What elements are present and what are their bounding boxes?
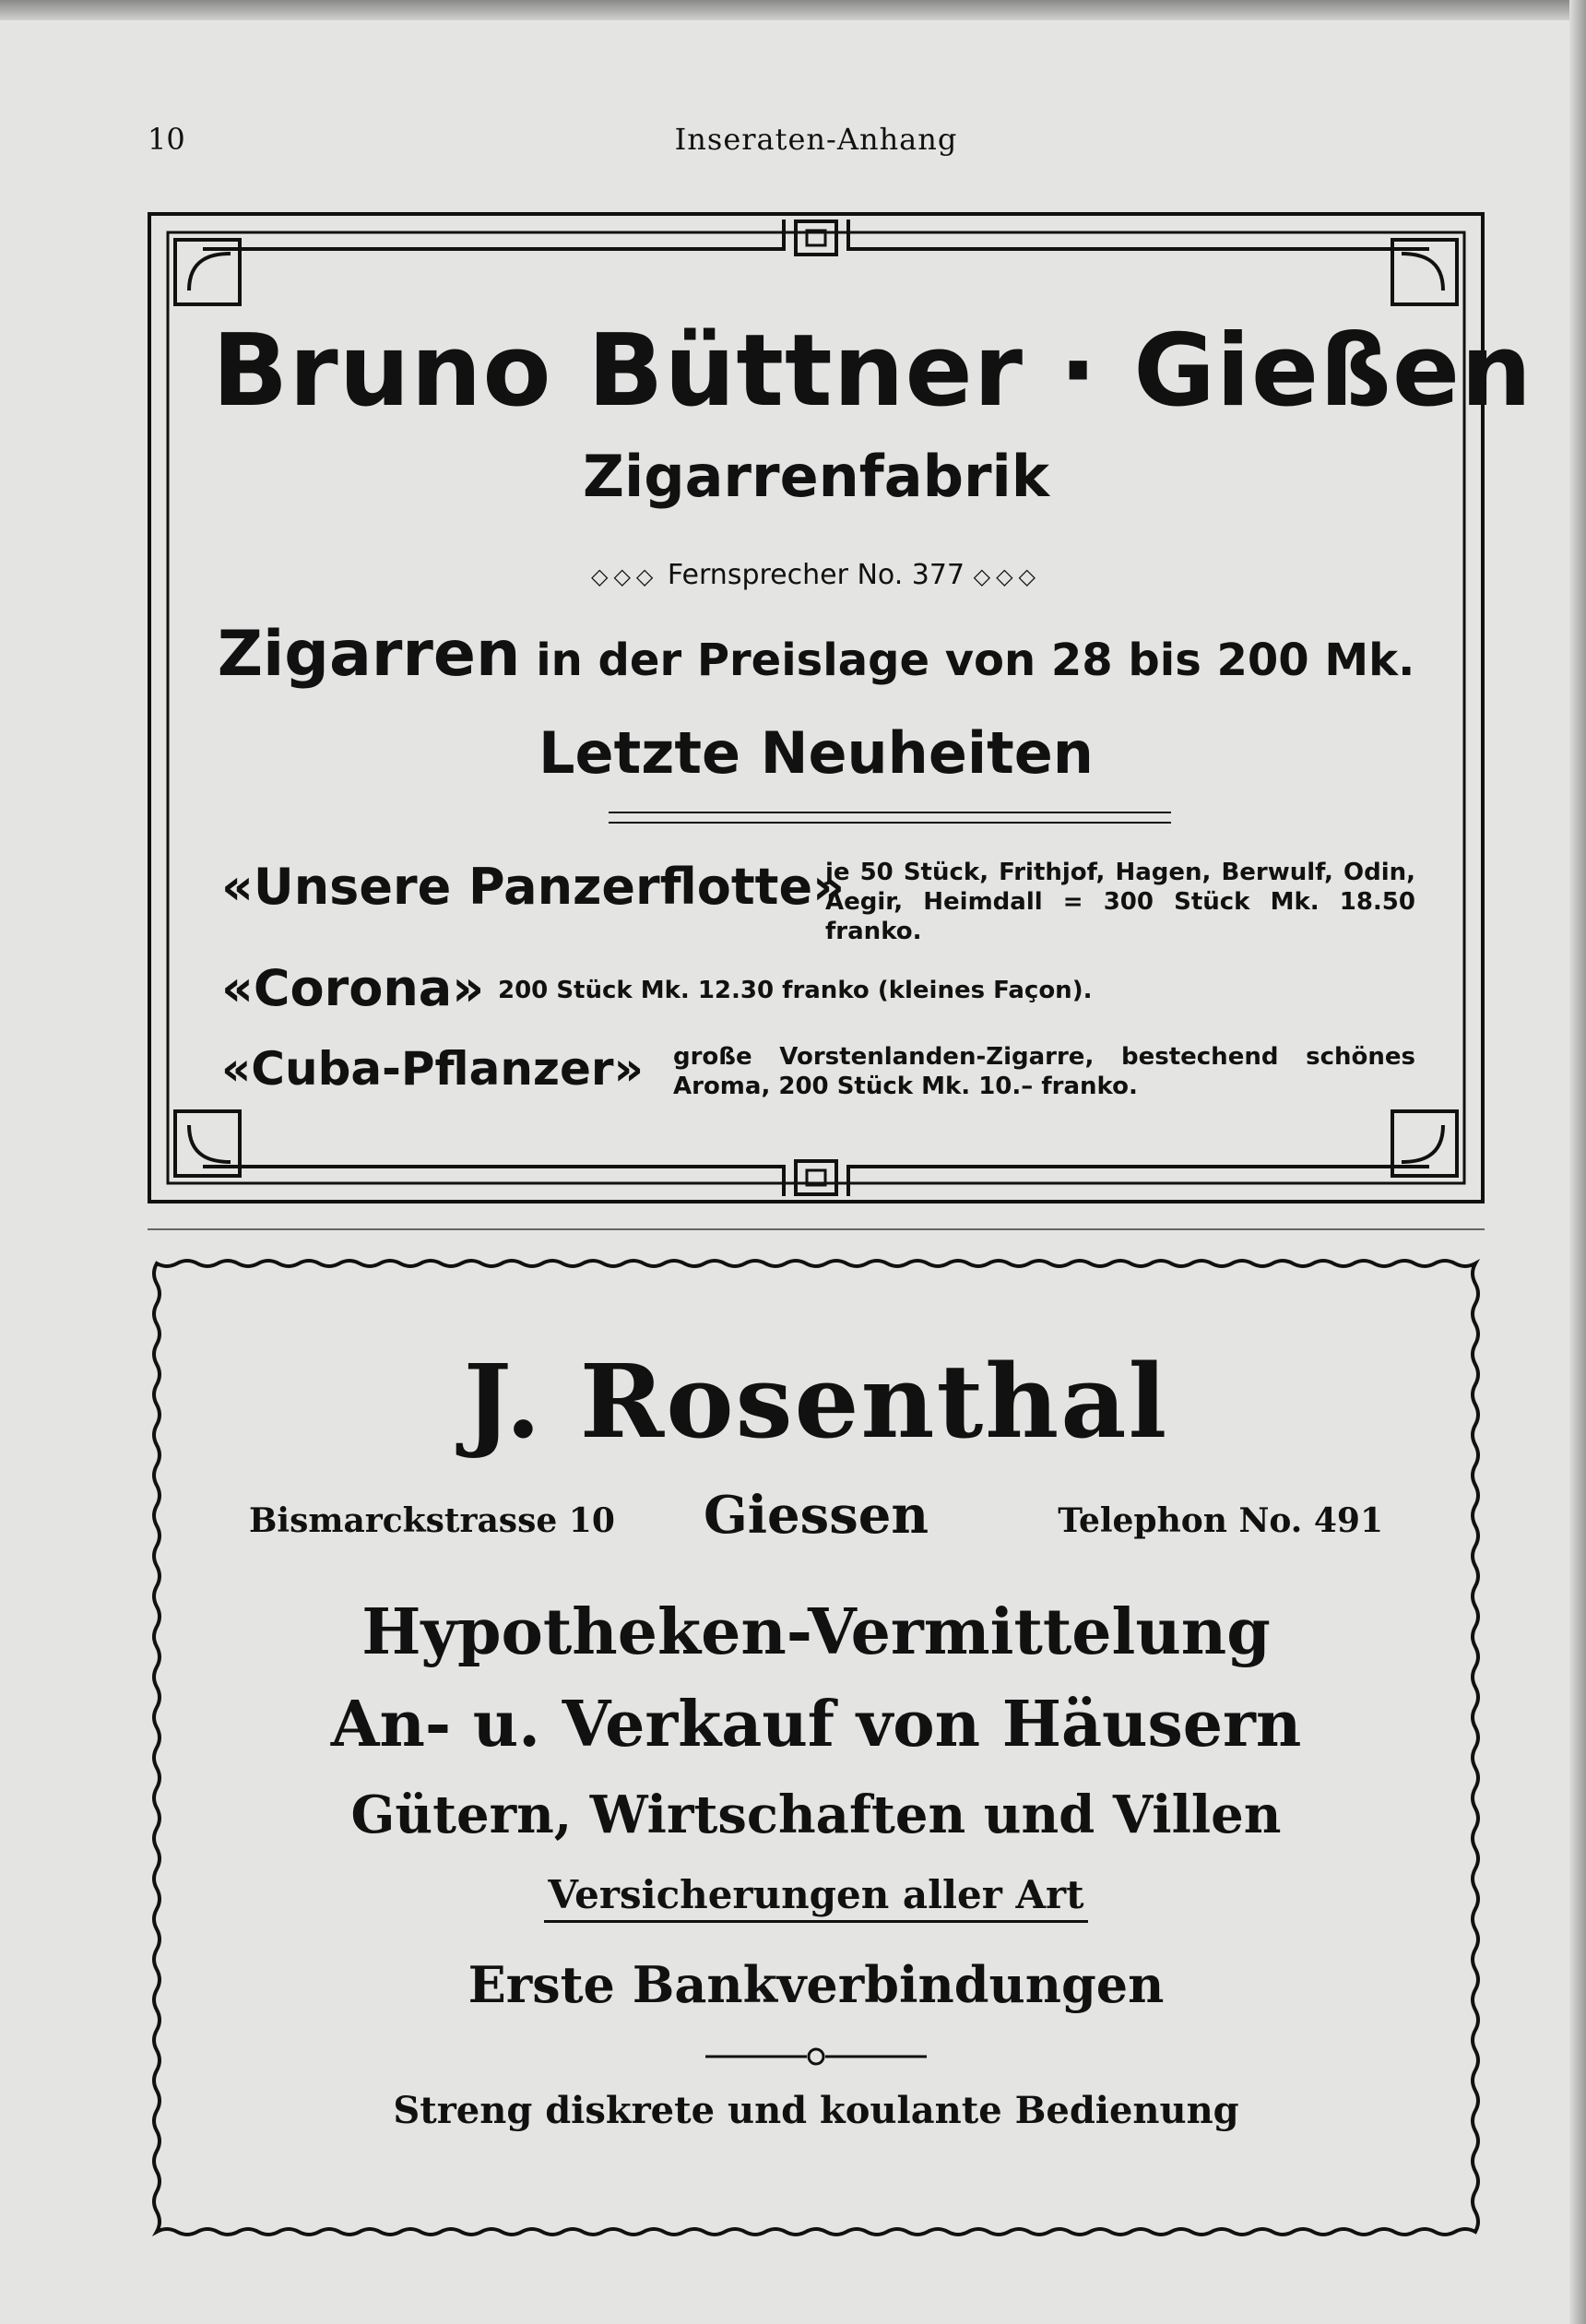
service-line: Versicherungen aller Art [548,1872,1084,1917]
company-name: J. Rosenthal [463,1342,1169,1461]
product-item [221,1042,1420,1116]
product-name: «Corona» [221,959,485,1017]
product-name: «Unsere Panzerflotte» [221,858,845,916]
service-line: Gütern, Wirtschaften und Villen [350,1784,1282,1845]
product-item [221,959,1420,1017]
price-lead: Zigarren [217,618,521,691]
product-description: 200 Stück Mk. 12.30 franko (kleines Façon). [498,977,1093,1004]
running-head: Inseraten-Anhang [674,122,958,157]
circle-rule-ornament-icon [705,2043,927,2070]
product-description: je 50 Stück, Frithjof, Hagen, Berwulf, Odin, Aegir, Heimdall = 300 Stück Mk. 18.50 franko. [825,859,1415,945]
product-description: große Vorstenlanden-Zigarre, bestechend schönes Aroma, 200 Stück Mk. 10.– franko. [673,1043,1415,1100]
ad-separator-rule [148,1228,1485,1230]
advertisement-rosenthal [148,1254,1485,2241]
service-line: Erste Bankverbindungen [468,1955,1165,2014]
diamond-ornament-icon: ◇◇◇ [591,563,659,589]
advertisement-buettner [148,212,1533,1204]
phone-number: Telephon No. 491 [1058,1501,1383,1540]
phone-number: Fernsprecher No. 377 [667,559,965,591]
closing-line: Streng diskrete und koulante Bedienung [393,2089,1239,2132]
underline-rule [544,1920,1088,1923]
price-line [212,618,1420,691]
diamond-ornament-icon: ◇◇◇ [973,563,1041,589]
page-header [148,122,1485,168]
street-address: Bismarckstrasse 10 [249,1501,615,1540]
page-top-shadow [0,0,1586,20]
phone-line [212,559,1420,591]
company-subtitle: Zigarrenfabrik [582,443,1050,510]
product-name: «Cuba-Pflanzer» [221,1042,644,1096]
product-item [221,858,1420,959]
double-rule [609,812,1171,824]
page-number: 10 [148,122,185,157]
service-line: Hypotheken-Vermittelung [361,1595,1271,1669]
price-text: in der Preislage von 28 bis 200 Mk. [536,634,1415,686]
city-name: Giessen [703,1485,929,1546]
page-right-shadow [1569,0,1586,2324]
service-line: An- u. Verkauf von Häusern [330,1688,1302,1761]
news-heading: Letzte Neuheiten [539,719,1094,787]
company-name: Bruno Büttner · Gießen [212,314,1533,429]
